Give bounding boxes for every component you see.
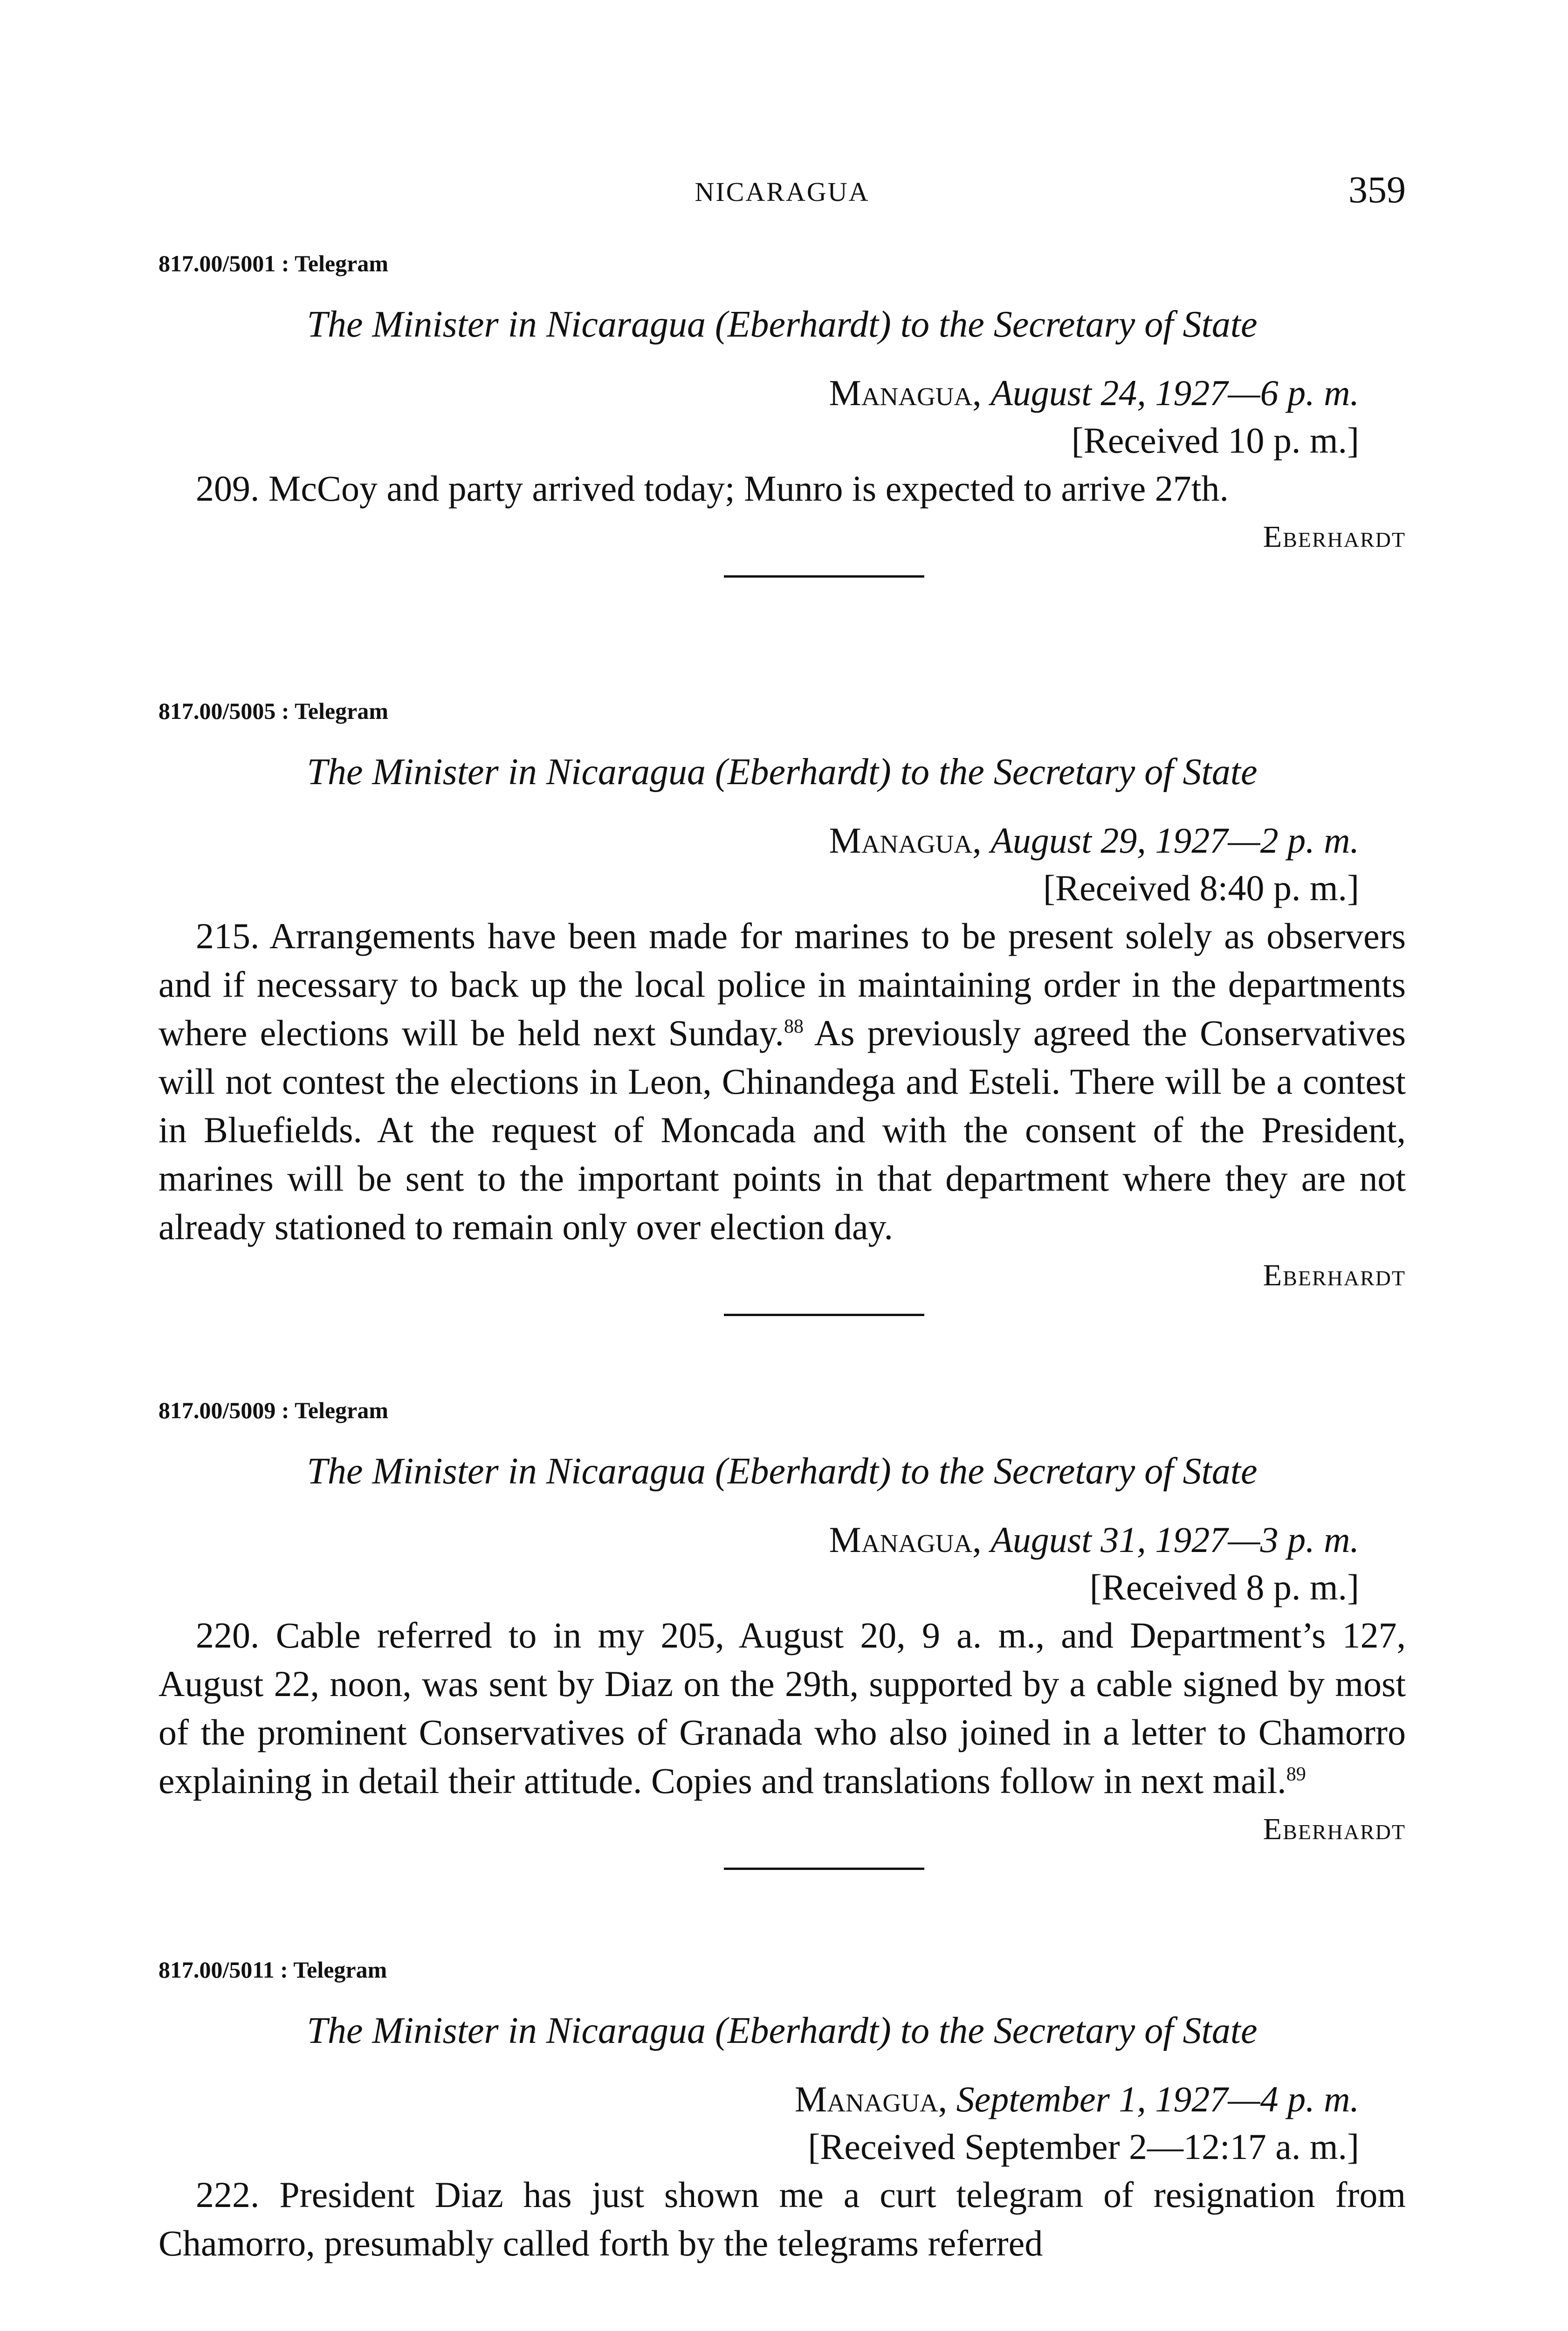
dateline-date: August 31, 1927—3 p. m. bbox=[990, 1519, 1359, 1560]
section-divider bbox=[724, 1314, 924, 1316]
body-text-continued: As previously agreed the Conservatives will not contest the elections in Leon, Chinandega and Esteli. There will be a contest in Bluefields. At the request of Moncada and with the consent of the President, marines will be sent to the important points in that department where they are not already stationed to remain only over election day. bbox=[158, 1013, 1406, 1247]
file-number: 817.00/5005 : Telegram bbox=[158, 698, 389, 724]
signature: Eberhardt bbox=[1263, 1258, 1406, 1292]
telegram-5001 bbox=[158, 247, 1406, 578]
received-line: [Received 10 p. m.] bbox=[1071, 420, 1359, 461]
telegram-body bbox=[158, 464, 1406, 513]
section-divider bbox=[724, 1868, 924, 1870]
footnote-reference[interactable]: 88 bbox=[784, 1016, 804, 1037]
footnote-reference[interactable]: 89 bbox=[1286, 1764, 1306, 1785]
page-number: 359 bbox=[1348, 168, 1406, 211]
dateline bbox=[158, 817, 1406, 864]
dateline bbox=[158, 2076, 1406, 2123]
dateline-date: September 1, 1927—4 p. m. bbox=[956, 2079, 1359, 2119]
document-heading: The Minister in Nicaragua (Eberhardt) to the Secretary of State bbox=[307, 2010, 1258, 2051]
body-text: 220. Cable referred to in my 205, August 20, 9 a. m., and Department’s 127, August 22, noon, was sent by Diaz on the 29th, supported by a cable signed by most of the prominent Conservatives of Granada who also joined in a letter to Chamorro explaining in detail their attitude. Copies and translations follow in next mail. bbox=[158, 1615, 1406, 1801]
document-heading: The Minister in Nicaragua (Eberhardt) to the Secretary of State bbox=[307, 752, 1258, 793]
telegram-body bbox=[158, 2171, 1406, 2268]
telegram-body bbox=[158, 1611, 1406, 1805]
dateline-place: Managua, bbox=[829, 1519, 982, 1560]
dateline-date: August 24, 1927—6 p. m. bbox=[990, 372, 1359, 413]
telegram-5011 bbox=[158, 1953, 1406, 2268]
file-number: 817.00/5011 : Telegram bbox=[158, 1957, 387, 1983]
running-head-title: NICARAGUA bbox=[695, 177, 870, 207]
signature: Eberhardt bbox=[1263, 520, 1406, 554]
dateline bbox=[158, 369, 1406, 417]
telegram-5009 bbox=[158, 1394, 1406, 1870]
dateline-date: August 29, 1927—2 p. m. bbox=[990, 820, 1359, 861]
body-text: 209. McCoy and party arrived today; Munro is expected to arrive 27th. bbox=[196, 468, 1229, 509]
dateline-place: Managua, bbox=[829, 820, 982, 861]
received-line: [Received September 2—12:17 a. m.] bbox=[808, 2126, 1359, 2167]
dateline-place: Managua, bbox=[794, 2079, 948, 2119]
running-head bbox=[158, 168, 1406, 219]
received-line: [Received 8 p. m.] bbox=[1089, 1567, 1359, 1607]
section-divider bbox=[724, 575, 924, 578]
received-line: [Received 8:40 p. m.] bbox=[1043, 868, 1359, 908]
file-number: 817.00/5009 : Telegram bbox=[158, 1397, 389, 1423]
telegram-5005 bbox=[158, 695, 1406, 1316]
file-number: 817.00/5001 : Telegram bbox=[158, 250, 389, 276]
telegram-body bbox=[158, 912, 1406, 1251]
document-heading: The Minister in Nicaragua (Eberhardt) to the Secretary of State bbox=[307, 1451, 1258, 1492]
body-text: 222. President Diaz has just shown me a curt telegram of resignation from Chamorro, presumably called forth by the telegrams referred bbox=[158, 2174, 1406, 2263]
document-heading: The Minister in Nicaragua (Eberhardt) to the Secretary of State bbox=[307, 304, 1258, 345]
dateline bbox=[158, 1516, 1406, 1564]
signature: Eberhardt bbox=[1263, 1812, 1406, 1846]
body-text: 215. Arrangements have been made for marines to be present solely as observers and if necessary to back up the local police in maintaining order in the departments where elections will be held next Sunday. bbox=[158, 916, 1406, 1053]
dateline-place: Managua, bbox=[829, 372, 982, 413]
